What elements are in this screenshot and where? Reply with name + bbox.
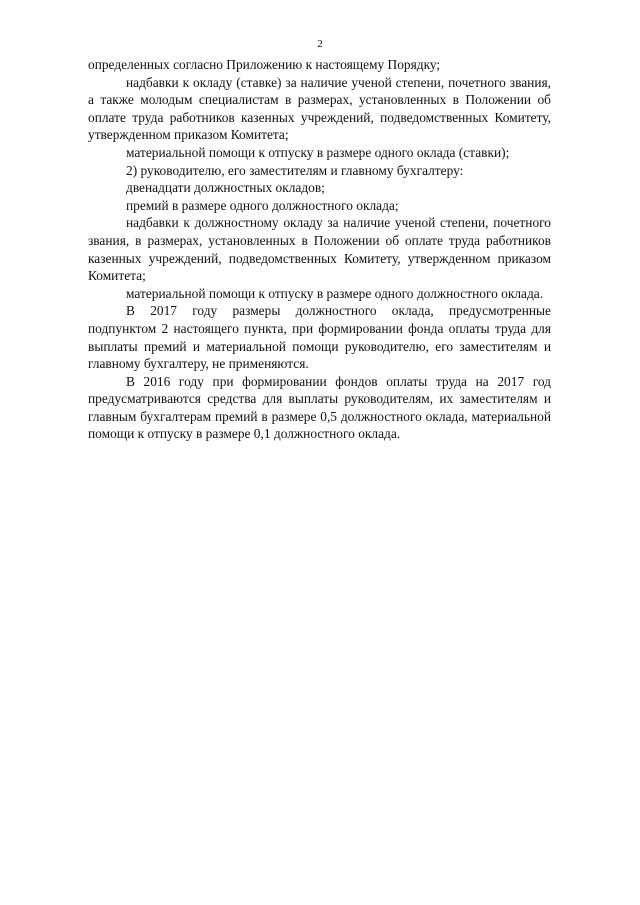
paragraph-vacation-aid-management: материальной помощи к отпуску в размере одного должностного оклада. <box>126 285 544 301</box>
paragraph-2016-rule: В 2016 году при формировании фондов оплаты труда на 2017 год предусматриваются средства для выплаты руководителям, их заместителям и главным бухгалтерам премий в размере 0,5 должностного оклада, материальной помощи к отпуску в размере 0,1 должностного оклада. <box>88 373 551 442</box>
paragraph-vacation-aid: материальной помощи к отпуску в размере одного оклада (ставки); <box>126 144 510 160</box>
paragraph-continuation: определенных согласно Приложению к настоящему Порядку; <box>88 57 441 72</box>
paragraph-item-2-heading: 2) руководителю, его заместителям и главному бухгалтеру: <box>126 162 464 178</box>
paragraph-academic-degree-allowance: надбавки к окладу (ставке) за наличие ученой степени, почетного звания, а также молодым специалистам в размерах, установленных в Положении об оплате труда работников казенных учреждений, подведомственных Комитету, утвержденном приказом Комитета; <box>88 74 551 143</box>
paragraph-salary-allowance: надбавки к должностному окладу за наличие ученой степени, почетного звания, в размерах, установленных в Положении об оплате труда работников казенных учреждений, подведомственных Комитету, утвержденном приказом Комитета; <box>88 215 551 284</box>
page-number: 2 <box>317 38 323 50</box>
paragraph-2017-rule: В 2017 году размеры должностного оклада, предусмотренные подпунктом 2 настоящего пункта, при формировании фонда оплаты труда для выплаты премий и материальной помощи руководителю, его заместителям и главному бухгалтеру, не применяются. <box>88 303 551 372</box>
paragraph-bonuses: премий в размере одного должностного оклада; <box>126 197 399 213</box>
paragraph-twelve-salaries: двенадцати должностных окладов; <box>126 180 325 196</box>
document-body <box>88 56 551 443</box>
